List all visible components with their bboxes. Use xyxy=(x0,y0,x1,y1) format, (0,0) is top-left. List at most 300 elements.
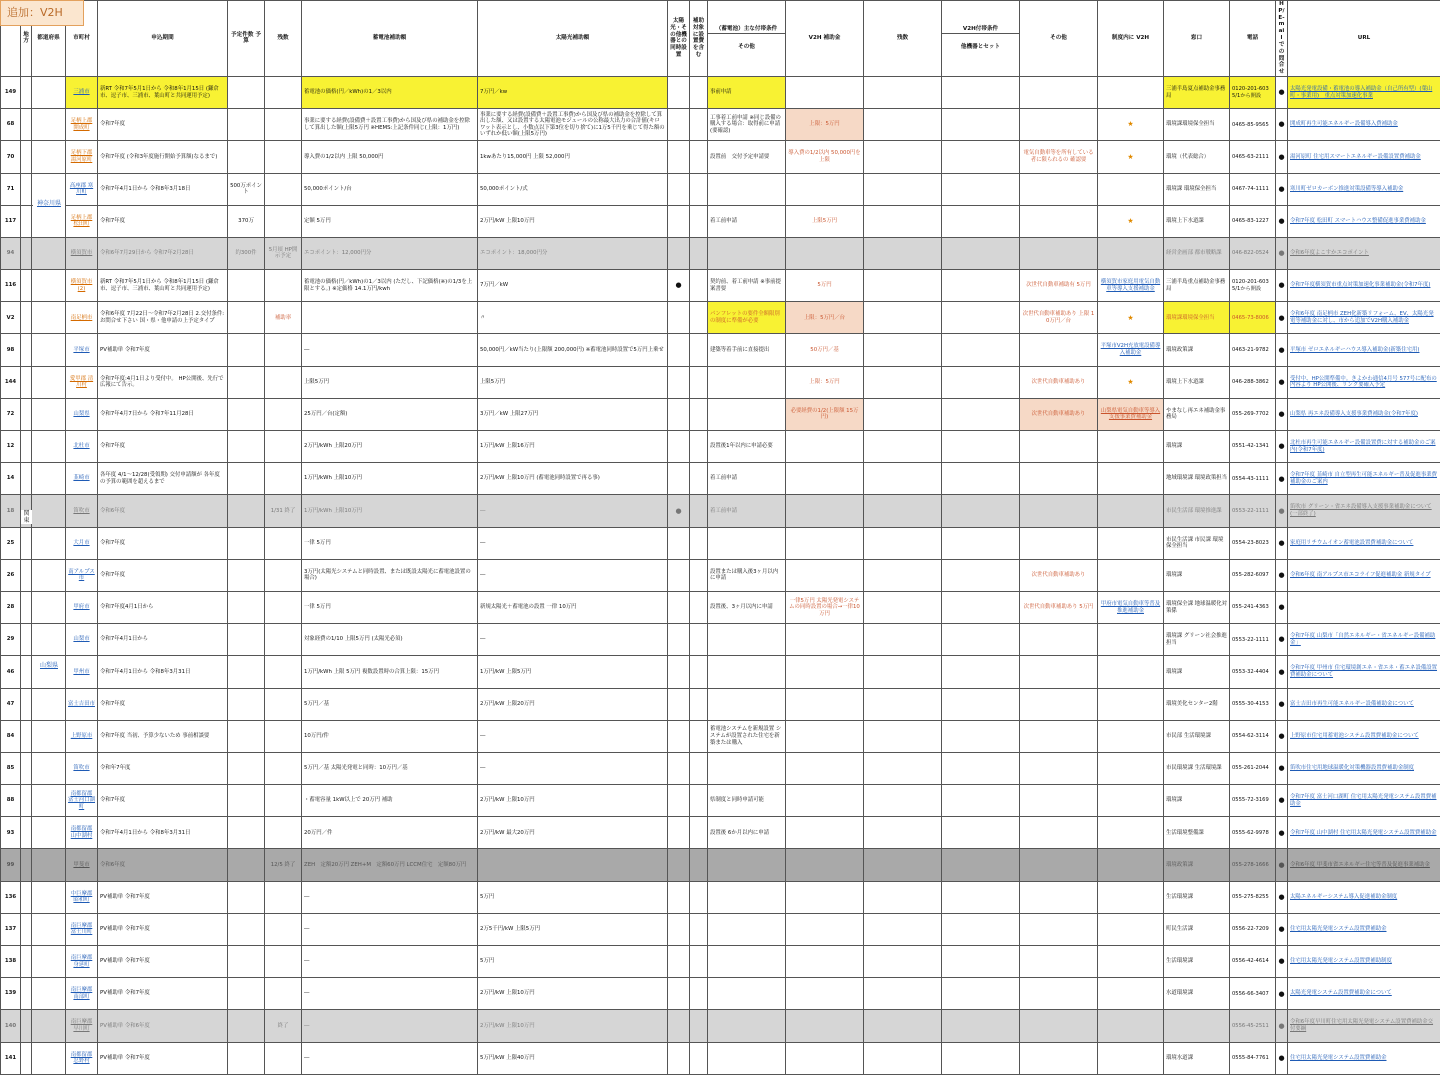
table-row xyxy=(1,559,1440,591)
application-period: 令和7年度:4月1日より受付中。 HP公開後、先行で広報にて告示。 xyxy=(98,366,228,398)
contact-window: 環境水道課 xyxy=(1164,1042,1230,1074)
subsidy-includes-install xyxy=(690,173,708,205)
budget-count xyxy=(228,591,265,623)
v2h-in-system[interactable] xyxy=(1098,1042,1164,1074)
application-period: PV補助単 令和7年度 xyxy=(98,334,228,366)
v2h-subsidy: 上限：5万円 xyxy=(786,366,864,398)
remaining xyxy=(265,173,302,205)
region-cell xyxy=(21,752,32,784)
v2h-subsidy xyxy=(786,913,864,945)
battery-other-condition: 県制度と同時申請可能 xyxy=(708,785,786,817)
v2h-other-condition xyxy=(1020,881,1098,913)
subsidy-url[interactable]: 富士吉田市再生可能エネルギー設備補助金について xyxy=(1288,688,1440,720)
battery-subsidy: ― xyxy=(302,1042,478,1074)
municipality-link[interactable]: 北杜市 xyxy=(66,431,98,463)
v2h-other-condition xyxy=(1020,752,1098,784)
battery-other-condition: 蓄電池システムを新規設置 システムが設置された住宅を新築または購入 xyxy=(708,720,786,752)
budget-count xyxy=(228,913,265,945)
subsidy-url[interactable]: 太陽光発電設備・蓄電池の導入補助金（自己所有型）(葉山町・事業用) 重点対策加速化事業 xyxy=(1288,76,1440,108)
phone-number: 0553-22-1111 xyxy=(1230,624,1276,656)
solar-subsidy: ― xyxy=(478,559,668,591)
v2h-other-condition xyxy=(1020,688,1098,720)
header-group-v2h: V2H付帯条件 xyxy=(942,26,1019,34)
v2h-in-system[interactable] xyxy=(1098,76,1164,108)
v2h-in-system[interactable] xyxy=(1098,946,1164,978)
application-period: 令和7年度 (令和3年度施行開始予算額(なるまで) xyxy=(98,141,228,173)
budget-count xyxy=(228,656,265,688)
v2h-other-condition xyxy=(1020,237,1098,269)
header-v2h-other: その他 xyxy=(1020,1,1098,77)
v2h-in-system[interactable] xyxy=(1098,913,1164,945)
municipality-link[interactable]: 南足柄市 xyxy=(66,302,98,334)
budget-count xyxy=(228,270,265,302)
subsidy-url[interactable]: 住宅用太陽光発電システム設置費補助金 xyxy=(1288,913,1440,945)
municipality-link[interactable]: 横須賀市 xyxy=(66,237,98,269)
v2h-set-condition xyxy=(942,752,1020,784)
municipality-link[interactable]: 笛吹市 xyxy=(66,495,98,527)
subsidy-url[interactable]: 住宅用太陽光発電システム設置費補助制度 xyxy=(1288,946,1440,978)
solar-subsidy: 1kwあたり15,000円 上限 52,000円 xyxy=(478,141,668,173)
v2h-remaining xyxy=(864,237,942,269)
hp-inquiry: ● xyxy=(1276,270,1288,302)
municipality-link[interactable]: 南都留郡 忍野村 xyxy=(66,1042,98,1074)
v2h-in-system[interactable] xyxy=(1098,495,1164,527)
v2h-remaining xyxy=(864,752,942,784)
pref-cell xyxy=(32,624,66,656)
v2h-in-system[interactable] xyxy=(1098,527,1164,559)
hp-inquiry: ● xyxy=(1276,173,1288,205)
subsidy-url[interactable]: 山梨県 再エネ設備導入支援事業費補助金(令和7年度) xyxy=(1288,398,1440,430)
battery-subsidy: 5万円／基 xyxy=(302,688,478,720)
v2h-in-system[interactable] xyxy=(1098,720,1164,752)
v2h-in-system[interactable] xyxy=(1098,688,1164,720)
subsidy-url[interactable]: 平塚市 ゼロエネルギーハウス導入補助金(新築住宅用) xyxy=(1288,334,1440,366)
battery-other-condition: 設置前 交付予定申請要 xyxy=(708,141,786,173)
table-row xyxy=(1,591,1440,623)
application-period: 令和6年度 xyxy=(98,849,228,881)
subsidy-url[interactable]: 令和7年度 甲州市 住宅環境創エネ・省エネ・蓄エネ設備設置費補助金について xyxy=(1288,656,1440,688)
phone-number: 0554-23-8023 xyxy=(1230,527,1276,559)
budget-count: 約300件 xyxy=(228,237,265,269)
municipality-link[interactable]: 横須賀市(2) xyxy=(66,270,98,302)
battery-subsidy: 導入費の1/2以内 上限 50,000円 xyxy=(302,141,478,173)
region-cell xyxy=(21,913,32,945)
header-url: URL xyxy=(1288,1,1440,77)
solar-subsidy: 50,000ポイント/式 xyxy=(478,173,668,205)
municipality-link[interactable]: 高座郡 寒川町 xyxy=(66,173,98,205)
subsidy-url[interactable]: 令和6年度 南足柄市 ZEH化新築リフォーム、EV、太陽光発電等補助金に対し、市から追加でV2H購入補助金 xyxy=(1288,302,1440,334)
v2h-subsidy xyxy=(786,720,864,752)
remaining xyxy=(265,817,302,849)
solar-simultaneous xyxy=(668,978,690,1010)
pref-cell xyxy=(32,366,66,398)
battery-other-condition: 着工前申請 xyxy=(708,463,786,495)
subsidy-url[interactable]: 家庭用リチウムイオン蓄電池設置費補助金について xyxy=(1288,527,1440,559)
battery-other-condition: 設置後、3ヶ月以内に申請 xyxy=(708,591,786,623)
v2h-in-system[interactable] xyxy=(1098,463,1164,495)
v2h-remaining xyxy=(864,785,942,817)
subsidy-url[interactable]: 令和7年度 松田町 スマートハウス整備促進事業費補助金 xyxy=(1288,205,1440,237)
subsidy-url[interactable]: 受付中、HP公開準備中。きよかわ通信4月号 577号に配布の内容より HP公開後、リンク要確入予定 xyxy=(1288,366,1440,398)
budget-count xyxy=(228,817,265,849)
remaining xyxy=(265,656,302,688)
battery-subsidy: ・蓄電容量 1kW以上で 20万円 補助 xyxy=(302,785,478,817)
municipality-link[interactable]: 甲州市 xyxy=(66,656,98,688)
pref-cell xyxy=(32,913,66,945)
header-period: 申込期間 xyxy=(98,1,228,77)
table-row xyxy=(1,205,1440,237)
solar-subsidy xyxy=(478,849,668,881)
battery-other-condition xyxy=(708,1010,786,1042)
battery-other-condition xyxy=(708,366,786,398)
municipality-link[interactable]: 三浦市 xyxy=(66,76,98,108)
v2h-remaining xyxy=(864,495,942,527)
subsidy-url[interactable]: 令和6年度 甲斐市省エネルギー住宅等普及促進事業補助金 xyxy=(1288,849,1440,881)
solar-subsidy: ― xyxy=(478,495,668,527)
v2h-in-system[interactable] xyxy=(1098,881,1164,913)
v2h-in-system[interactable] xyxy=(1098,849,1164,881)
region-cell xyxy=(21,688,32,720)
table-row xyxy=(1,785,1440,817)
region-cell xyxy=(21,366,32,398)
v2h-subsidy xyxy=(786,817,864,849)
subsidy-url[interactable]: 上野原市住宅用蓄電池システム設置費補助金について xyxy=(1288,720,1440,752)
contact-window: 市民生活部 環境推進課 xyxy=(1164,495,1230,527)
municipality-link[interactable]: 南巨摩郡 身延町 xyxy=(66,946,98,978)
contact-window: 環境課 環境保全担当 xyxy=(1164,173,1230,205)
v2h-set-condition xyxy=(942,881,1020,913)
municipality-link[interactable]: 平塚市 xyxy=(66,334,98,366)
row-number: 25 xyxy=(1,527,21,559)
header-v2h-set-label: 他機器とセット xyxy=(961,44,1000,50)
row-number: 138 xyxy=(1,946,21,978)
pref-label-kanagawa[interactable]: 神奈川県 xyxy=(33,198,65,207)
v2h-other-condition: 次世代自動車補助あり 上限 10万円／台 xyxy=(1020,302,1098,334)
v2h-in-system[interactable]: 山梨県電気自動車等導入支援事業費補助金 xyxy=(1098,398,1164,430)
pref-cell xyxy=(32,398,66,430)
application-period: 令和7年度 xyxy=(98,109,228,141)
hp-inquiry: ● xyxy=(1276,978,1288,1010)
v2h-in-system[interactable]: 甲府市電気自動車等普及推進補助金 xyxy=(1098,591,1164,623)
battery-other-condition xyxy=(708,978,786,1010)
budget-count xyxy=(228,76,265,108)
header-budget: 予定件数 予算 xyxy=(228,1,265,77)
solar-subsidy: 事業に要する経費(設備費＋設置工事費)から国及び県の補助金を控除して算出した額、又は設置する太陽電池モジュールの公称最大出力の合計値(キロワット表示とし、小数点以下第3位を切り捨て)に1万5千円を乗じて得た額のいずれか低い額(上限5万円) xyxy=(478,109,668,141)
v2h-subsidy xyxy=(786,431,864,463)
v2h-subsidy: 上限5万円 xyxy=(786,205,864,237)
battery-other-condition: パンフレットの要件全額限別の制度に準備が必要 xyxy=(708,302,786,334)
region-cell xyxy=(21,76,32,108)
contact-window: 環境政策課 xyxy=(1164,334,1230,366)
v2h-subsidy: 上限：5万円／台 xyxy=(786,302,864,334)
municipality-link[interactable]: 南都留郡 富士河口湖町 xyxy=(66,785,98,817)
subsidy-url[interactable]: 笛吹市 グリーン・省エネ設備導入支援事業補助金について(一部終了) xyxy=(1288,495,1440,527)
region-cell xyxy=(21,141,32,173)
remaining xyxy=(265,978,302,1010)
application-period: 令和6年度 xyxy=(98,495,228,527)
table-row xyxy=(1,817,1440,849)
municipality-link[interactable]: 南都留郡 山中湖村 xyxy=(66,817,98,849)
table-row xyxy=(1,398,1440,430)
table-row xyxy=(1,978,1440,1010)
solar-simultaneous xyxy=(668,302,690,334)
row-number: 137 xyxy=(1,913,21,945)
v2h-set-condition xyxy=(942,205,1020,237)
subsidy-includes-install xyxy=(690,495,708,527)
v2h-subsidy xyxy=(786,849,864,881)
v2h-in-system[interactable] xyxy=(1098,624,1164,656)
v2h-in-system[interactable] xyxy=(1098,978,1164,1010)
table-row xyxy=(1,1010,1440,1042)
solar-simultaneous xyxy=(668,720,690,752)
table-row xyxy=(1,76,1440,108)
municipality-link[interactable]: 足柄上郡 松田町 xyxy=(66,205,98,237)
v2h-in-system[interactable] xyxy=(1098,656,1164,688)
v2h-in-system[interactable] xyxy=(1098,785,1164,817)
v2h-remaining xyxy=(864,720,942,752)
solar-subsidy: 2万円/kW 上限10万円 xyxy=(478,978,668,1010)
v2h-remaining xyxy=(864,109,942,141)
remaining xyxy=(265,624,302,656)
v2h-other-condition xyxy=(1020,173,1098,205)
application-period: PV補助単 令和7年度 xyxy=(98,1042,228,1074)
v2h-in-system[interactable]: 平塚市V2H充放電設備導入補助金 xyxy=(1098,334,1164,366)
v2h-in-system[interactable]: ★ xyxy=(1098,205,1164,237)
contact-window: 経営企画部 都市戦略課 xyxy=(1164,237,1230,269)
region-label-kanto: 関東 xyxy=(21,510,32,524)
budget-count xyxy=(228,624,265,656)
v2h-remaining xyxy=(864,463,942,495)
subsidy-includes-install xyxy=(690,591,708,623)
v2h-remaining xyxy=(864,913,942,945)
v2h-remaining xyxy=(864,527,942,559)
v2h-in-system[interactable]: ★ xyxy=(1098,302,1164,334)
subsidy-url[interactable]: 北杜市再生可能エネルギー設備設置費に対する補助金のご案内(令和7年度) xyxy=(1288,431,1440,463)
remaining xyxy=(265,463,302,495)
hp-inquiry: ● xyxy=(1276,591,1288,623)
v2h-set-condition xyxy=(942,656,1020,688)
contact-window: 生活環境整備課 xyxy=(1164,817,1230,849)
remaining xyxy=(265,109,302,141)
v2h-in-system[interactable] xyxy=(1098,1010,1164,1042)
battery-subsidy: 対象経費の1/10 上限5万円 (太陽光必須) xyxy=(302,624,478,656)
phone-number: 0553-22-1111 xyxy=(1230,495,1276,527)
hp-inquiry: ● xyxy=(1276,237,1288,269)
subsidy-url[interactable]: 令和6年度よこすかエコポイント xyxy=(1288,237,1440,269)
v2h-set-condition xyxy=(942,559,1020,591)
budget-count xyxy=(228,1010,265,1042)
municipality-link[interactable]: 南巨摩郡 富士川町 xyxy=(66,913,98,945)
budget-count xyxy=(228,141,265,173)
hp-inquiry: ● xyxy=(1276,1042,1288,1074)
hp-inquiry: ● xyxy=(1276,205,1288,237)
v2h-in-system[interactable] xyxy=(1098,817,1164,849)
v2h-set-condition xyxy=(942,173,1020,205)
subsidy-url[interactable]: 令和6年度 南アルプス市エコライフ促進補助金 新規タイプ xyxy=(1288,559,1440,591)
v2h-remaining xyxy=(864,591,942,623)
budget-count xyxy=(228,495,265,527)
municipality-link[interactable]: 韮崎市 xyxy=(66,463,98,495)
battery-subsidy: 一律 5万円 xyxy=(302,591,478,623)
battery-other-condition xyxy=(708,946,786,978)
municipality-link[interactable]: 山梨県 xyxy=(66,398,98,430)
battery-subsidy: 5万円／基 太陽光発電と同時：10万円／基 xyxy=(302,752,478,784)
application-period: 令和7年4月1日から 令和8年3月18日 xyxy=(98,173,228,205)
battery-subsidy: 3万円(太陽光システムと同時設置、または既設太陽光に蓄電池設置の場合) xyxy=(302,559,478,591)
table-row xyxy=(1,1042,1440,1074)
subsidy-includes-install xyxy=(690,270,708,302)
header-solar: 太陽光補助額 xyxy=(478,1,668,77)
remaining xyxy=(265,946,302,978)
municipality-link[interactable]: 南巨摩郡 南部町 xyxy=(66,978,98,1010)
v2h-other-condition xyxy=(1020,431,1098,463)
phone-number: 0465-83-1227 xyxy=(1230,205,1276,237)
municipality-link[interactable]: 足柄上郡 開成町 xyxy=(66,109,98,141)
municipality-link[interactable]: 中巨摩郡 昭和町 xyxy=(66,881,98,913)
v2h-in-system[interactable] xyxy=(1098,173,1164,205)
subsidy-url[interactable]: 湯河原町 住宅用スマートエネルギー設備設置費補助金 xyxy=(1288,141,1440,173)
v2h-set-condition xyxy=(942,237,1020,269)
v2h-set-condition xyxy=(942,527,1020,559)
v2h-in-system[interactable]: ★ xyxy=(1098,141,1164,173)
hp-inquiry: ● xyxy=(1276,1010,1288,1042)
subsidy-includes-install xyxy=(690,527,708,559)
v2h-other-condition xyxy=(1020,656,1098,688)
v2h-remaining xyxy=(864,398,942,430)
remaining: 1/31 終了 xyxy=(265,495,302,527)
header-solar-sim: 太陽光・その他機器との同時設置 xyxy=(668,1,690,77)
solar-simultaneous xyxy=(668,141,690,173)
v2h-in-system[interactable] xyxy=(1098,752,1164,784)
remaining: 5月頃 HP開示予定 xyxy=(265,237,302,269)
row-number: 12 xyxy=(1,431,21,463)
v2h-other-condition xyxy=(1020,109,1098,141)
budget-count xyxy=(228,334,265,366)
remaining xyxy=(265,720,302,752)
subsidy-includes-install xyxy=(690,237,708,269)
v2h-in-system[interactable] xyxy=(1098,431,1164,463)
region-cell xyxy=(21,237,32,269)
municipality-link[interactable]: 大月市 xyxy=(66,527,98,559)
v2h-set-condition xyxy=(942,463,1020,495)
v2h-other-condition: 次世代自動車補助有 5万円 xyxy=(1020,270,1098,302)
battery-subsidy: 一律 5万円 xyxy=(302,527,478,559)
solar-simultaneous xyxy=(668,946,690,978)
solar-subsidy: 新規太陽光＋蓄電池の設置 一律 10万円 xyxy=(478,591,668,623)
v2h-set-condition xyxy=(942,913,1020,945)
v2h-in-system[interactable]: 横須賀市家庭用電気自動車等導入支援補助金 xyxy=(1098,270,1164,302)
battery-subsidy: ― xyxy=(302,334,478,366)
pref-cell xyxy=(32,752,66,784)
v2h-set-condition xyxy=(942,688,1020,720)
v2h-subsidy: 上限：5万円 xyxy=(786,109,864,141)
remaining xyxy=(265,141,302,173)
subsidy-url[interactable]: 令和7年度 韮崎市 自立型再生可能エネルギー普及促進事業費補助金のご案内 xyxy=(1288,463,1440,495)
v2h-in-system[interactable] xyxy=(1098,237,1164,269)
contact-window: 環境保全課 地球温暖化対策係 xyxy=(1164,591,1230,623)
v2h-subsidy xyxy=(786,495,864,527)
contact-window: 町民生活課 xyxy=(1164,913,1230,945)
phone-number: 0556-42-4614 xyxy=(1230,946,1276,978)
subsidy-url[interactable]: 住宅用太陽光発電システム設置費補助金 xyxy=(1288,1042,1440,1074)
municipality-link[interactable]: 愛甲郡 清川村 xyxy=(66,366,98,398)
subsidy-url[interactable]: 令和7年度 富士河口湖町 住宅用太陽光発電システム設置費補助金 xyxy=(1288,785,1440,817)
budget-count xyxy=(228,849,265,881)
added-v2h-tag: 追加：V2H xyxy=(0,0,84,26)
phone-number: 055-269-7702 xyxy=(1230,398,1276,430)
municipality-link[interactable]: 山梨市 xyxy=(66,624,98,656)
v2h-other-condition xyxy=(1020,624,1098,656)
solar-subsidy: 5万円/kW 上限40万円 xyxy=(478,1042,668,1074)
v2h-set-condition xyxy=(942,334,1020,366)
subsidy-url[interactable]: 笛吹市住宅用地球温暖化対策機器設置費補助金制度 xyxy=(1288,752,1440,784)
v2h-other-condition xyxy=(1020,817,1098,849)
subsidy-url[interactable]: 太陽エネルギーシステム導入促進補助金制度 xyxy=(1288,881,1440,913)
subsidy-url[interactable]: 令和7年度 山中湖村 住宅用太陽光発電システム設置費補助金 xyxy=(1288,817,1440,849)
remaining xyxy=(265,205,302,237)
phone-number: 0554-62-3114 xyxy=(1230,720,1276,752)
budget-count xyxy=(228,109,265,141)
municipality-link[interactable]: 上野原市 xyxy=(66,720,98,752)
battery-other-condition xyxy=(708,527,786,559)
phone-number: 0120-201-603 5/1から開設 xyxy=(1230,76,1276,108)
municipality-link[interactable]: 足柄下郡 湯河原町 xyxy=(66,141,98,173)
v2h-other-condition xyxy=(1020,913,1098,945)
battery-subsidy: 上限5万円 xyxy=(302,366,478,398)
solar-simultaneous xyxy=(668,785,690,817)
solar-simultaneous xyxy=(668,559,690,591)
subsidy-url[interactable]: 寒川町ゼロカーボン推進対策設備等導入補助金 xyxy=(1288,173,1440,205)
table-row xyxy=(1,237,1440,269)
subsidy-url[interactable]: 令和7年度横須賀市重点対策加速化事業補助金(令和7年度) xyxy=(1288,270,1440,302)
solar-simultaneous xyxy=(668,527,690,559)
v2h-in-system[interactable] xyxy=(1098,559,1164,591)
municipality-link[interactable]: 甲府市 xyxy=(66,591,98,623)
municipality-link[interactable]: 笛吹市 xyxy=(66,752,98,784)
v2h-in-system[interactable]: ★ xyxy=(1098,366,1164,398)
solar-subsidy: 2万円/kW 上限10万円 (蓄電池同時設置で再る事) xyxy=(478,463,668,495)
subsidy-includes-install xyxy=(690,624,708,656)
municipality-link[interactable]: 甲斐市 xyxy=(66,849,98,881)
header-remain: 残数 xyxy=(265,1,302,77)
v2h-remaining xyxy=(864,141,942,173)
v2h-remaining xyxy=(864,688,942,720)
municipality-link[interactable]: 南巨摩郡 早川町 xyxy=(66,1010,98,1042)
solar-subsidy: 5万円 xyxy=(478,881,668,913)
battery-other-condition: 着工前申請 xyxy=(708,495,786,527)
solar-simultaneous xyxy=(668,205,690,237)
subsidy-url[interactable] xyxy=(1288,591,1440,623)
pref-cell xyxy=(32,1010,66,1042)
pref-label-yamanashi[interactable]: 山梨県 xyxy=(33,660,65,669)
budget-count xyxy=(228,463,265,495)
subsidy-includes-install xyxy=(690,978,708,1010)
hp-inquiry: ● xyxy=(1276,559,1288,591)
v2h-in-system[interactable]: ★ xyxy=(1098,109,1164,141)
header-inst-v2h: 制度内に V2H xyxy=(1098,1,1164,77)
remaining xyxy=(265,688,302,720)
municipality-link[interactable]: 南アルプス市 xyxy=(66,559,98,591)
solar-simultaneous xyxy=(668,366,690,398)
subsidy-url[interactable]: 太陽光発電システム設置費補助金について xyxy=(1288,978,1440,1010)
subsidy-url[interactable]: 令和6年度早川町住宅用太陽光発電システム設置費補助金交付要綱 xyxy=(1288,1010,1440,1042)
table-row xyxy=(1,431,1440,463)
subsidy-url[interactable]: 開成町再生可能エネルギー設備導入費補助金 xyxy=(1288,109,1440,141)
subsidy-url[interactable]: 令和7年度 山梨市「自然エネルギー・省エネルギー設備補助金」 xyxy=(1288,624,1440,656)
contact-window: 環境課 xyxy=(1164,431,1230,463)
municipality-link[interactable]: 富士吉田市 xyxy=(66,688,98,720)
budget-count xyxy=(228,688,265,720)
